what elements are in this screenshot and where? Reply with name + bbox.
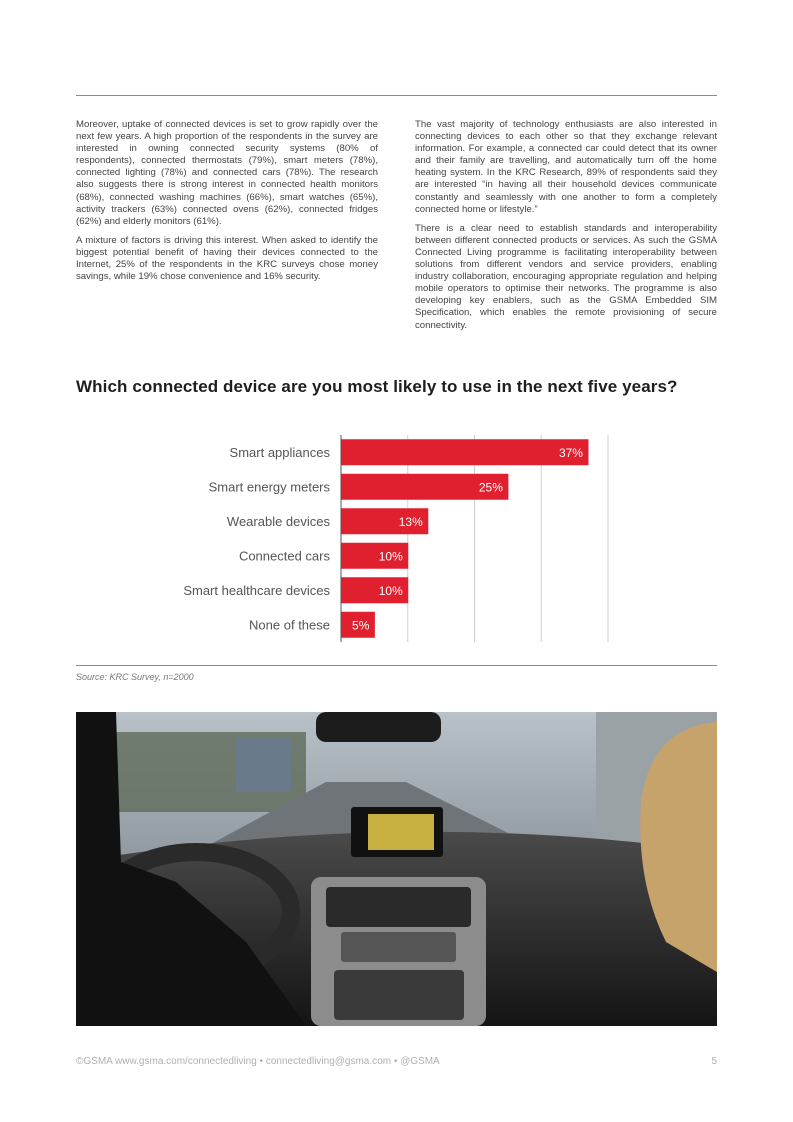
paragraph: A mixture of factors is driving this interest. When asked to identify the biggest potential benefit of having their devices connected to the Internet, 25% of the respondents in the KRC surveys chose money savings, while 19% chose convenience and 16% security. xyxy=(76,234,378,283)
paragraph: The vast majority of technology enthusiasts are also interested in connecting devices to each other so that they exchange relevant information. For example, a connected car could detect that its owner and their family are travelling, and automatically turn off the home heating system. In the KRC Research, 89% of respondents said they are interested “in having all their household devices communicate constantly and seamlessly with one another to form a completely connected home or lifestyle.” xyxy=(415,119,717,215)
left-column xyxy=(76,119,378,290)
paragraph: Moreover, uptake of connected devices is set to grow rapidly over the next few years. A high proportion of the respondents in the survey are interested in owning connected security systems (80% of respondents), connected thermostats (79%), smart meters (78%), connected lighting (78%) and connected cars (78%). The research also suggests there is strong interest in connected health monitors (68%), connected washing machines (66%), smart watches (65%), activity trackers (63%) connected ovens (62%), connected fridges (62%) and elderly monitors (61%). xyxy=(76,119,378,227)
paragraph: There is a clear need to establish standards and interoperability between different connected products or services. As such the GSMA Connected Living programme is facilitating interoperability between solutions from different vendors and service providers, enabling industry collaboration, encouraging appropriate regulation and helping mobile operators to optimise their networks. The programme is also developing key enablers, such as the GSMA Embedded SIM Specification, which enables the remote provisioning of secure connectivity. xyxy=(415,222,717,331)
car-interior-photo xyxy=(76,712,717,1026)
footer xyxy=(76,1056,717,1067)
data-label: 25% xyxy=(478,480,503,495)
category-label: Wearable devices xyxy=(226,513,330,529)
footer-text: ©GSMA www.gsma.com/connectedliving • connectedliving@gsma.com • @GSMA xyxy=(76,1056,440,1067)
bar-chart-svg xyxy=(0,430,793,645)
source-note: Source: KRC Survey, n=2000 xyxy=(76,672,194,682)
data-label: 13% xyxy=(398,514,423,529)
data-label: 5% xyxy=(352,618,370,633)
data-label: 10% xyxy=(378,583,403,598)
category-label: Smart energy meters xyxy=(208,479,330,495)
car-interior-illustration xyxy=(76,712,717,1026)
category-label: None of these xyxy=(249,617,330,633)
page-number: 5 xyxy=(711,1056,717,1067)
category-label: Smart healthcare devices xyxy=(183,582,330,598)
bar xyxy=(342,439,589,465)
data-label: 10% xyxy=(378,549,403,564)
chart-bottom-rule xyxy=(76,665,717,666)
chart-heading: Which connected device are you most likely to use in the next five years? xyxy=(76,377,678,396)
category-label: Connected cars xyxy=(238,548,330,564)
data-label: 37% xyxy=(558,445,583,460)
bar-chart xyxy=(0,430,793,645)
category-label: Smart appliances xyxy=(229,444,330,460)
right-column xyxy=(415,119,717,339)
top-rule xyxy=(76,95,717,96)
